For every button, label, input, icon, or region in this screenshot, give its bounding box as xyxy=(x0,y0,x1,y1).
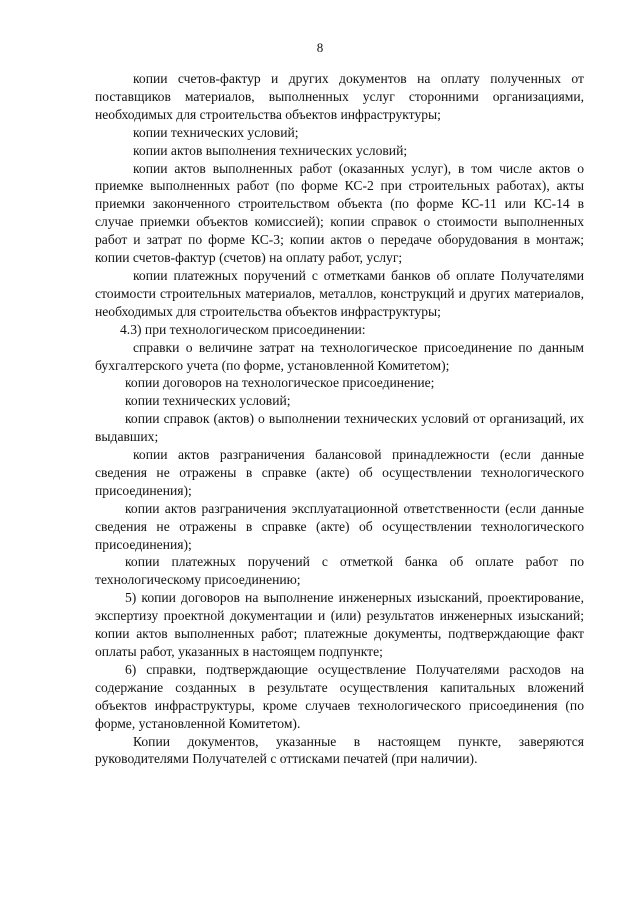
document-body xyxy=(95,70,584,768)
paragraph-tech-conditions: копии технических условий; xyxy=(133,124,299,140)
paragraph-tech-conditions-2: копии технических условий; xyxy=(125,393,291,409)
paragraph-operational-delimitation: копии актов разграничения эксплуатационной ответственности (если данные сведения не отражены в справке (акте) об осуществлении технологического присоединения); xyxy=(95,500,584,552)
paragraph-5-surveys: 5) копии договоров на выполнение инженерных изысканий, проектирование, экспертизу проектной документации и (или) результатов инженерных изысканий; копии актов выполненных работ; платежные документы, подтверждающие факт оплаты работ, указанных в настоящем подпункте; xyxy=(95,590,584,659)
page-number: 8 xyxy=(316,40,324,55)
paragraph-4-3-heading: 4.3) при технологическом присоединении: xyxy=(120,321,366,337)
paragraph-invoices: копии счетов-фактур и других документов на оплату полученных от поставщиков материалов, выполненных услуг сторонними организациями, необходимых для строительства объектов инфраструктуры; xyxy=(95,71,584,122)
paragraph-cost-certificates: справки о величине затрат на технологическое присоединение по данным бухгалтерского учета (по форме, установленной Комитетом); xyxy=(95,339,584,373)
paragraph-connection-contracts: копии договоров на технологическое присоединение; xyxy=(125,375,435,391)
paragraph-completed-works: копии актов выполненных работ (оказанных услуг), в том числе актов о приемке выполненных работ (по форме КС-2 при строительных работах), акты приемки законченного строительством объекта (по форме КС-11 или КС-14 в случае приемки объектов комиссией); копии справок о стоимости выполненных работ и затрат по форме КС-3; копии актов о передаче оборудования в монтаж; копии счетов-фактур (счетов) на оплату работ, услуг; xyxy=(95,160,584,266)
paragraph-certificates-acts: копии справок (актов) о выполнении технических условий от организаций, их выдавших; xyxy=(95,411,584,445)
paragraph-tech-conditions-acts: копии актов выполнения технических условий; xyxy=(133,142,408,158)
paragraph-balance-delimitation: копии актов разграничения балансовой принадлежности (если данные сведения не отражены в справке (акте) об осуществлении технологического присоединения); xyxy=(95,447,584,498)
paragraph-certification: Копии документов, указанные в настоящем пункте, заверяются руководителями Получателей с оттисками печатей (при наличии). xyxy=(95,733,584,767)
paragraph-6-maintenance: 6) справки, подтверждающие осуществление Получателями расходов на содержание созданных в результате осуществления капитальных вложений объектов инфраструктуры, кроме случаев технологического присоединения (по форме, установленной Комитетом). xyxy=(95,661,584,731)
paragraph-bank-payment-orders: копии платежных поручений с отметкой банка об оплате работ по технологическому присоединению; xyxy=(95,554,584,588)
paragraph-payment-orders: копии платежных поручений с отметками банков об оплате Получателями стоимости строительных материалов, металлов, конструкций и других материалов, необходимых для строительства объектов инфраструктуры; xyxy=(95,267,584,319)
